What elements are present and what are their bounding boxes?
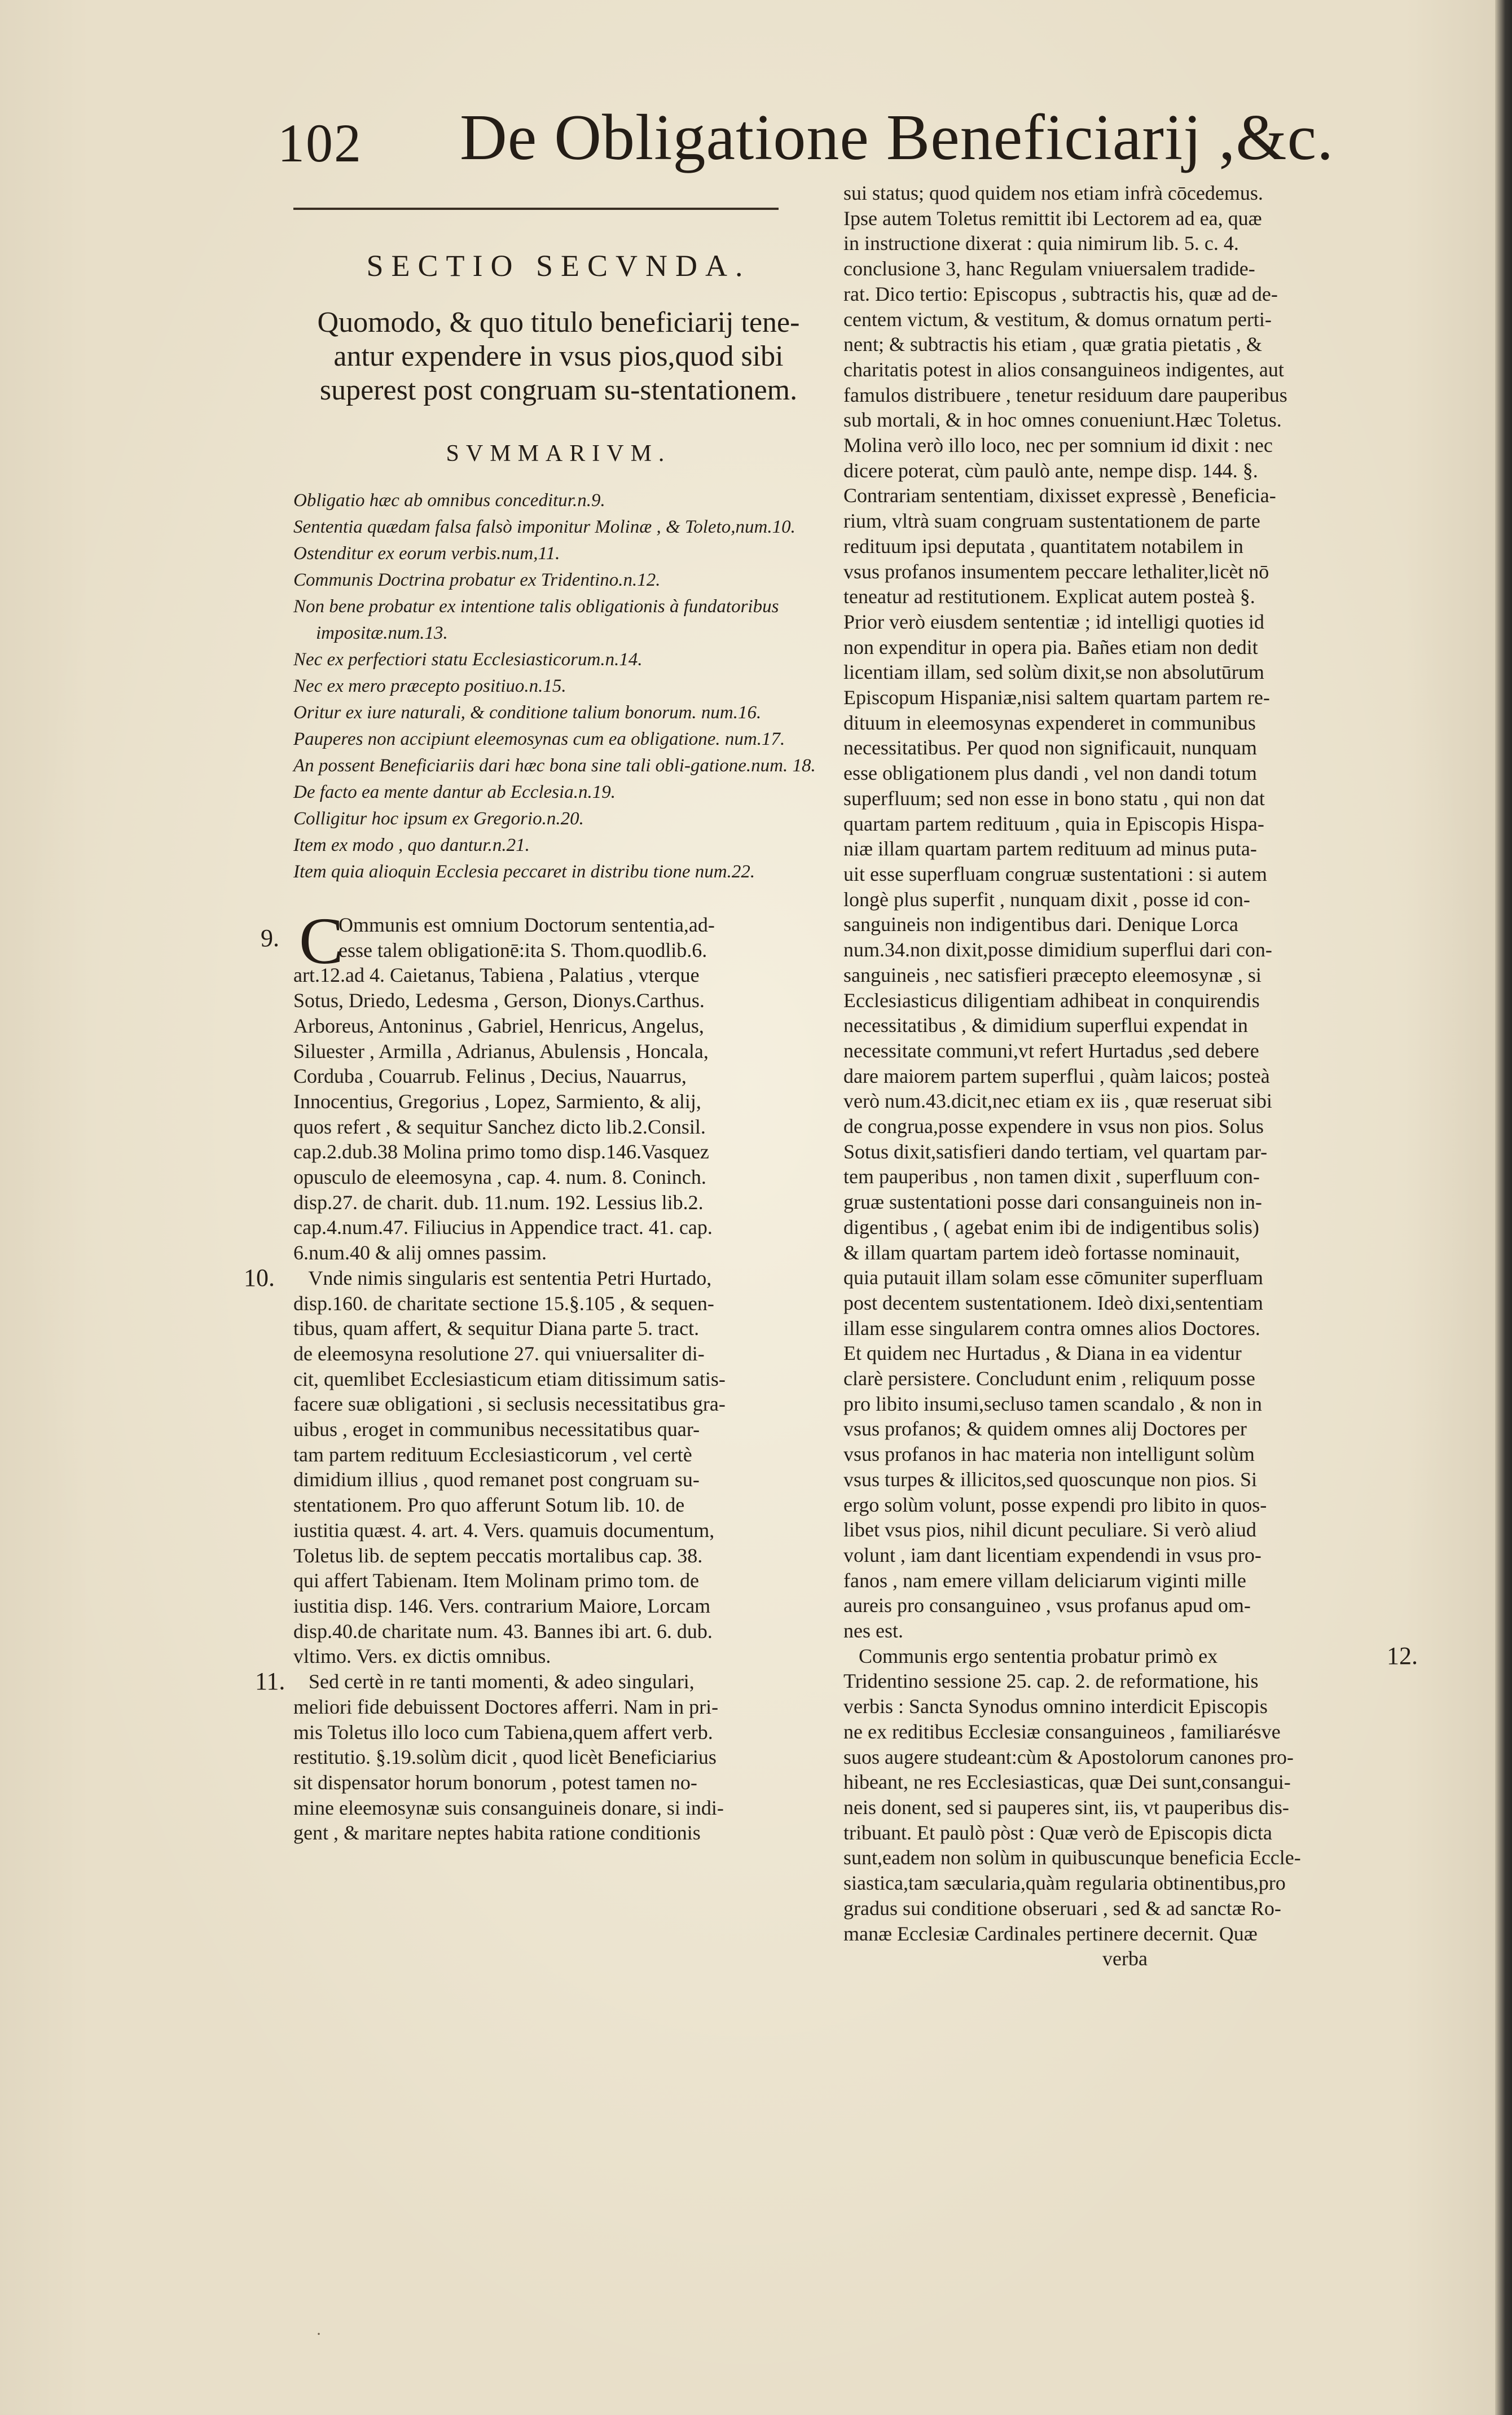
text-line: disp.160. de charitate sectione 15.§.105 , & sequen- bbox=[293, 1292, 714, 1315]
drop-cap: C bbox=[299, 904, 344, 978]
left-column bbox=[293, 243, 824, 1846]
section-title: Quomodo, & quo titulo beneficiarij tene-antur expendere in vsus pios,quod sibi superest post congruam su-stentationem. bbox=[317, 306, 800, 406]
summary-item: Item quia alioquin Ecclesia peccaret in distribu tione num.22. bbox=[293, 862, 755, 882]
text-line: neis donent, sed si pauperes sint, iis, vt pauperibus dis- bbox=[843, 1796, 1289, 1819]
text-line: Toletus lib. de septem peccatis mortalibus cap. 38. bbox=[293, 1544, 703, 1567]
text-line: tribuant. Et paulò pòst : Quæ verò de Episcopis dicta bbox=[843, 1821, 1272, 1844]
text-line: tam partem redituum Ecclesiasticorum , vel certè bbox=[293, 1443, 692, 1466]
text-line: necessitatibus. Per quod non significauit, nunquam bbox=[843, 736, 1257, 759]
text-line: libet vsus pios, nihil dicunt peculiare. Si verò aliud bbox=[843, 1518, 1256, 1542]
summary-item: De facto ea mente dantur ab Ecclesia.n.19. bbox=[293, 782, 616, 802]
text-line: manæ Ecclesiæ Cardinales pertinere decernit. Quæ bbox=[843, 1922, 1258, 1945]
text-line: licentiam illam, sed solùm dixit,se non absolutūrum bbox=[843, 661, 1264, 684]
text-line: tem pauperibus , non tamen dixit , superfluum con- bbox=[843, 1165, 1260, 1188]
right-column bbox=[843, 181, 1379, 1971]
text-line: vsus profanos insumentem peccare lethaliter,licèt nō bbox=[843, 560, 1269, 583]
text-line: post decentem sustentationem. Ideò dixi,sententiam bbox=[843, 1291, 1263, 1314]
text-line: & illam quartam partem ideò fortasse nominauit, bbox=[843, 1241, 1240, 1264]
right-body-text bbox=[843, 181, 1379, 1971]
margin-number-10: 10. bbox=[244, 1263, 275, 1292]
text-line: necessitate communi,vt refert Hurtadus ,sed debere bbox=[843, 1039, 1259, 1062]
text-line: meliori fide debuissent Doctores afferri. Nam in pri- bbox=[293, 1695, 719, 1718]
text-line: non expenditur in opera pia. Bañes etiam non dedit bbox=[843, 635, 1258, 658]
text-line: restitutio. §.19.solùm dicit , quod licèt Beneficiarius bbox=[293, 1746, 717, 1769]
text-line: stentationem. Pro quo afferunt Sotum lib. 10. de bbox=[293, 1494, 685, 1517]
text-line: verò num.43.dicit,nec etiam ex iis , quæ reseruat sibi bbox=[843, 1090, 1272, 1113]
ink-speck: · bbox=[316, 2325, 322, 2343]
text-line: esse talem obligationē:ita S. Thom.quodlib.6. bbox=[339, 938, 707, 961]
text-line: pro libito insumi,secluso tamen scandalo , & non in bbox=[843, 1392, 1262, 1415]
text-line: rat. Dico tertio: Episcopus , subtractis his, quæ ad de- bbox=[843, 282, 1278, 305]
text-line: cit, quemlibet Ecclesiasticum etiam ditissimum satis- bbox=[293, 1367, 726, 1390]
text-line: iustitia disp. 146. Vers. contrarium Maiore, Lorcam bbox=[293, 1594, 711, 1617]
summary-item: Pauperes non accipiunt eleemosynas cum ea obligatione. num.17. bbox=[293, 729, 785, 749]
summary-label: SVMMARIVM. bbox=[446, 441, 671, 467]
summary-item: Oritur ex iure naturali, & conditione talium bonorum. num.16. bbox=[293, 702, 762, 723]
text-line: hibeant, ne res Ecclesiasticas, quæ Dei sunt,consangui- bbox=[843, 1771, 1291, 1794]
text-line: de eleemosyna resolutione 27. qui vniuersaliter di- bbox=[293, 1342, 705, 1365]
text-line: nes est. bbox=[843, 1619, 903, 1643]
text-line: mine eleemosynæ suis consanguineis donare, si indi- bbox=[293, 1796, 724, 1819]
text-line: suos augere studeant:cùm & Apostolorum canones pro- bbox=[843, 1745, 1294, 1768]
text-line: Siluester , Armilla , Adrianus, Abulensis , Honcala, bbox=[293, 1039, 709, 1062]
text-line: iustitia quæst. 4. art. 4. Vers. quamuis documentum, bbox=[293, 1518, 715, 1542]
text-line: vsus profanos; & quidem omnes alij Doctores per bbox=[843, 1417, 1247, 1441]
text-line: gruæ sustentationi posse dari consanguineis non in- bbox=[843, 1191, 1262, 1214]
text-line: volunt , iam dant licentiam expendendi in vsus pro- bbox=[843, 1543, 1262, 1566]
text-line: Corduba , Couarrub. Felinus , Decius, Nauarrus, bbox=[293, 1065, 687, 1088]
margin-number-9: 9. bbox=[261, 924, 279, 952]
text-line: quos refert , & sequitur Sanchez dicto lib.2.Consil. bbox=[293, 1115, 706, 1138]
text-line: Sotus dixit,satisfieri dando tertiam, vel quartam par- bbox=[843, 1140, 1268, 1163]
text-line: digentibus , ( agebat enim ibi de indigentibus solis) bbox=[843, 1215, 1259, 1239]
book-edge bbox=[1495, 0, 1512, 2415]
text-line: uit esse superfluam congruæ sustentationi : si autem bbox=[843, 862, 1267, 885]
summary-item: Sententia quædam falsa falsò imponitur Molinæ , & Toleto,num.10. bbox=[293, 517, 795, 537]
text-line: sunt,eadem non solùm in quibuscunque beneficia Eccle- bbox=[843, 1846, 1301, 1869]
text-line: in instructione dixerat : quia nimirum lib. 5. c. 4. bbox=[843, 232, 1239, 255]
summary-item: Non bene probatur ex intentione talis obligationis à fundatoribus impositæ.num.13. bbox=[293, 596, 784, 643]
text-line: ergo solùm volunt, posse expendi pro libito in quos- bbox=[843, 1493, 1267, 1516]
text-line: vsus profanos in hac materia non intelligunt solùm bbox=[843, 1443, 1255, 1466]
text-line: Et quidem nec Hurtadus , & Diana in ea videntur bbox=[843, 1342, 1242, 1365]
text-line: teneatur ad restitutionem. Explicat autem posteà §. bbox=[843, 585, 1255, 608]
text-line: Ommunis est omnium Doctorum sententia,ad- bbox=[339, 914, 715, 936]
text-line: vsus turpes & illicitos,sed quoscunque non pios. Si bbox=[843, 1468, 1257, 1491]
text-line: vltimo. Vers. ex dictis omnibus. bbox=[293, 1645, 551, 1668]
text-line: dicere poterat, cùm paulò ante, nempe disp. 144. §. bbox=[843, 459, 1258, 482]
text-line: cap.2.dub.38 Molina primo tomo disp.146.Vasquez bbox=[293, 1140, 709, 1163]
text-line: cap.4.num.47. Filiucius in Appendice tract. 41. cap. bbox=[293, 1216, 713, 1239]
text-line: Vnde nimis singularis est sententia Petri Hurtado, bbox=[293, 1266, 712, 1289]
text-line: superfluum; sed non esse in bono statu , qui non dat bbox=[843, 787, 1265, 810]
text-line: conclusione 3, hanc Regulam vniuersalem tradide- bbox=[843, 257, 1255, 280]
text-line: art.12.ad 4. Caietanus, Tabiena , Palatius , vterque bbox=[293, 964, 700, 987]
text-line: verbis : Sancta Synodus omnino interdicit Episcopis bbox=[843, 1695, 1268, 1718]
summary-item: Item ex modo , quo dantur.n.21. bbox=[293, 835, 530, 855]
text-line: Ecclesiasticus diligentiam adhibeat in conquirendis bbox=[843, 989, 1260, 1012]
text-line: Communis ergo sententia probatur primò ex bbox=[843, 1644, 1218, 1667]
text-line: dituum in eleemosynas expenderet in communibus bbox=[843, 711, 1256, 734]
text-line: sanguineis , nec satisfieri præcepto eleemosynæ , si bbox=[843, 963, 1262, 986]
text-line: disp.27. de charit. dub. 11.num. 192. Lessius lib.2. bbox=[293, 1191, 704, 1214]
text-line: dimidium illius , quod remanet post congruam su- bbox=[293, 1468, 700, 1491]
text-line: clarè persistere. Concludunt enim , reliquum posse bbox=[843, 1367, 1255, 1390]
text-line: facere suæ obligationi , si seclusis necessitatibus gra- bbox=[293, 1393, 726, 1416]
text-line: quia putauit illam solam esse cōmuniter superfluam bbox=[843, 1266, 1263, 1289]
text-line: Arboreus, Antoninus , Gabriel, Henricus, Angelus, bbox=[293, 1014, 704, 1037]
text-line: opusculo de eleemosyna , cap. 4. num. 8. Coninch. bbox=[293, 1166, 706, 1189]
text-line: 6.num.40 & alij omnes passim. bbox=[293, 1241, 547, 1264]
summary-item: Colligitur hoc ipsum ex Gregorio.n.20. bbox=[293, 809, 584, 829]
text-line: sui status; quod quidem nos etiam infrà cōcedemus. bbox=[843, 182, 1263, 204]
text-line: aureis pro consanguineo , vsus profanus apud om- bbox=[843, 1594, 1251, 1617]
text-line: longè plus superfit , nunquam dixit , posse id con- bbox=[843, 888, 1250, 911]
text-line: fanos , nam emere villam deliciarum viginti mille bbox=[843, 1569, 1246, 1592]
text-line: redituum ipsi deputata , quantitatem notabilem in bbox=[843, 534, 1243, 557]
header-rule bbox=[293, 208, 779, 210]
text-line: Contrariam sententiam, dixisset expressè , Beneficia- bbox=[843, 484, 1276, 507]
text-line: de congrua,posse expendere in vsus non pios. Solus bbox=[843, 1115, 1264, 1138]
summary-item: Communis Doctrina probatur ex Tridentino.n.12. bbox=[293, 570, 661, 590]
text-line: verba bbox=[843, 1947, 1148, 1970]
page-number: 102 bbox=[278, 113, 362, 173]
margin-number-11: 11. bbox=[255, 1667, 285, 1696]
text-line: necessitatibus , & dimidium superflui expendat in bbox=[843, 1014, 1248, 1037]
text-line: illam esse singularem contra omnes alios Doctores. bbox=[843, 1316, 1260, 1340]
text-line: esse obligationem plus dandi , vel non dandi totum bbox=[843, 762, 1257, 785]
text-line: dare maiorem partem superflui , quàm laicos; posteà bbox=[843, 1064, 1270, 1087]
text-line: sit dispensator horum bonorum , potest tamen no- bbox=[293, 1771, 697, 1794]
summary-item: Obligatio hæc ab omnibus conceditur.n.9. bbox=[293, 490, 605, 511]
text-line: Molina verò illo loco, nec per somnium id dixit : nec bbox=[843, 434, 1273, 457]
text-line: sub mortali, & in hoc omnes conueniunt.Hæc Toletus. bbox=[843, 409, 1282, 432]
text-line: centem victum, & vestitum, & domus ornatum perti- bbox=[843, 308, 1272, 331]
text-line: Episcopum Hispaniæ,nisi saltem quartam partem re- bbox=[843, 686, 1270, 709]
text-line: nent; & subtractis his etiam , quæ gratia pietatis , & bbox=[843, 333, 1262, 356]
summary-item: Nec ex mero præcepto positiuo.n.15. bbox=[293, 676, 566, 696]
text-line: disp.40.de charitate num. 43. Bannes ibi art. 6. dub. bbox=[293, 1619, 713, 1643]
text-line: tibus, quam affert, & sequitur Diana parte 5. tract. bbox=[293, 1317, 700, 1340]
text-line: rium, vltrà suam congruam sustentationem de parte bbox=[843, 510, 1260, 533]
summary-item: Ostenditur ex eorum verbis.num,11. bbox=[293, 543, 560, 564]
text-line: niæ illam quartam partem redituum ad minus puta- bbox=[843, 837, 1257, 860]
margin-number-12: 12. bbox=[1387, 1641, 1418, 1670]
text-line: quartam partem redituum , quia in Episcopis Hispa- bbox=[843, 812, 1264, 835]
text-line: mis Toletus illo loco cum Tabiena,quem affert verb. bbox=[293, 1720, 713, 1744]
running-title: De Obligatione Beneficiarij ,&c. bbox=[460, 102, 1334, 174]
summary-list bbox=[293, 488, 824, 885]
left-body-text bbox=[293, 912, 824, 1846]
text-line: qui affert Tabienam. Item Molinam primo tom. de bbox=[293, 1569, 699, 1592]
text-line: siastica,tam sæcularia,quàm regularia obtinentibus,pro bbox=[843, 1872, 1286, 1895]
text-line: ne ex reditibus Ecclesiæ consanguineos , familiarésve bbox=[843, 1720, 1281, 1743]
text-line: gent , & maritare neptes habita ratione conditionis bbox=[293, 1821, 701, 1845]
text-line: sanguineis non indigentibus dari. Denique Lorca bbox=[843, 913, 1238, 936]
text-line: charitatis potest in alios consanguineos indigentes, aut bbox=[843, 358, 1284, 381]
text-line: gradus sui conditione obseruari , sed & ad sanctæ Ro- bbox=[843, 1896, 1281, 1920]
text-line: Ipse autem Toletus remittit ibi Lectorem ad ea, quæ bbox=[843, 207, 1262, 230]
section-heading: SECTIO SECVNDA. bbox=[366, 249, 751, 283]
text-line: Prior verò eiusdem sententiæ ; id intelligi quoties id bbox=[843, 610, 1264, 633]
summary-item: Nec ex perfectiori statu Ecclesiasticorum.n.14. bbox=[293, 649, 643, 670]
text-line: Sed certè in re tanti momenti, & adeo singulari, bbox=[293, 1670, 695, 1693]
text-line: num.34.non dixit,posse dimidium superflui dari con- bbox=[843, 938, 1272, 961]
text-line: Tridentino sessione 25. cap. 2. de reformatione, his bbox=[843, 1670, 1259, 1693]
summary-item: An possent Beneficiariis dari hæc bona sine tali obli-gatione.num. 18. bbox=[293, 756, 816, 776]
text-line: Sotus, Driedo, Ledesma , Gerson, Dionys.Carthus. bbox=[293, 989, 705, 1012]
text-line: famulos distribuere , tenetur residuum dare pauperibus bbox=[843, 383, 1287, 406]
text-line: uibus , eroget in communibus necessitatibus quar- bbox=[293, 1418, 700, 1441]
text-line: Innocentius, Gregorius , Lopez, Sarmiento, & alij, bbox=[293, 1090, 701, 1113]
